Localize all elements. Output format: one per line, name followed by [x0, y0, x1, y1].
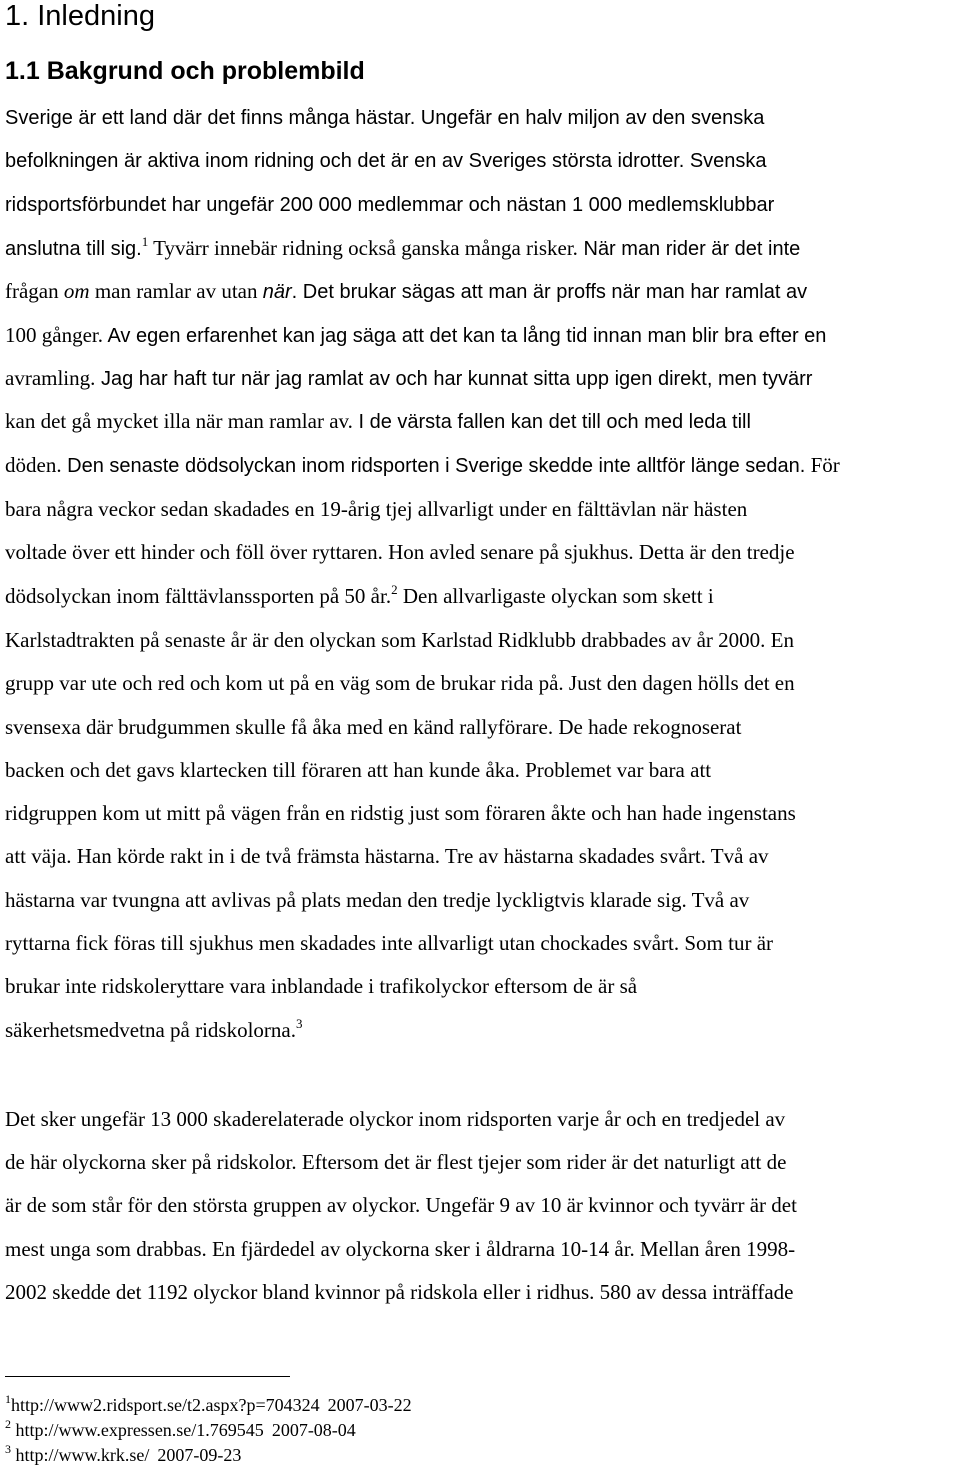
text-line: brukar inte ridskoleryttare vara inblandade i trafikolyckor eftersom de är så	[5, 974, 638, 998]
text-line: Det sker ungefär 13 000 skaderelaterade olyckor inom ridsporten varje år och en tredjedel av	[5, 1107, 786, 1131]
text-line: mest unga som drabbas. En fjärdedel av olyckorna sker i åldrarna 10-14 år. Mellan åren 1998-	[5, 1237, 796, 1261]
text-line: grupp var ute och red och kom ut på en väg som de brukar rida på. Just den dagen hölls det en	[5, 671, 795, 695]
text-line: döden. Den senaste dödsolyckan inom ridsporten i Sverige skedde inte alltför länge sedan. För	[5, 453, 840, 477]
text-line: ryttarna fick föras till sjukhus men skadades inte allvarligt utan chockades svårt. Som tur är	[5, 931, 774, 955]
footnote-3	[5, 1442, 241, 1468]
footnote-date: 2007-09-23	[157, 1445, 242, 1465]
text-line: ridgruppen kom ut mitt på vägen från en ridstig just som föraren åkte och han hade ingenstans	[5, 801, 796, 825]
text-line: voltade över ett hinder och föll över ryttaren. Hon avled senare på sjukhus. Detta är den tredje	[5, 540, 795, 564]
footnote-ref-1[interactable]: 1	[141, 234, 149, 249]
footnote-number: 1	[5, 1392, 11, 1406]
section-heading: 1.1 Bakgrund och problembild	[5, 57, 365, 85]
text-line: frågan om man ramlar av utan när. Det brukar sägas att man är proffs när man har ramlat av	[5, 279, 808, 303]
text-line: anslutna till sig.$^1$ Tyvärr innebär ridning också ganska många risker. När man rider är det inte	[5, 234, 801, 260]
text-line: Sverige är ett land där det finns många hästar. Ungefär en halv miljon av den svenska	[5, 107, 765, 129]
emphasis-om: om	[63, 279, 90, 303]
footnote-2	[5, 1417, 356, 1443]
text-line: de här olyckorna sker på ridskolor. Eftersom det är flest tjejer som rider är det naturligt att de	[5, 1150, 787, 1174]
text-line: ridsportsförbundet har ungefär 200 000 medlemmar och nästan 1 000 medlemsklubbar	[5, 194, 775, 216]
text-line: avramling. Jag har haft tur när jag ramlat av och har kunnat sitta upp igen direkt, men tyvärr	[5, 366, 813, 390]
text-line: kan det gå mycket illa när man ramlar av. I de värsta fallen kan det till och med leda till	[5, 409, 751, 433]
text-line: att väja. Han körde rakt in i de två främsta hästarna. Tre av hästarna skadades svårt. Två av	[5, 844, 769, 868]
footnote-link[interactable]: http://www.krk.se/	[15, 1445, 150, 1465]
footnote-number: 3	[5, 1442, 11, 1456]
emphasis-nar: när	[262, 281, 292, 303]
text-line: dödsolyckan inom fälttävlanssporten på 50 år.$^2$ Den allvarligaste olyckan som skett i	[5, 582, 714, 608]
footnote-date: 2007-03-22	[327, 1395, 412, 1415]
text-line: hästarna var tvungna att avlivas på plats medan den tredje lyckligtvis klarade sig. Två av	[5, 888, 750, 912]
footnote-number: 2	[5, 1417, 11, 1431]
footnote-link[interactable]: http://www.expressen.se/1.769545	[15, 1420, 264, 1440]
chapter-heading: 1. Inledning	[5, 0, 155, 32]
text-line: befolkningen är aktiva inom ridning och det är en av Sveriges största idrotter. Svenska	[5, 150, 767, 172]
text-line: svensexa där brudgummen skulle få åka med en känd rallyförare. De hade rekognoserat	[5, 715, 742, 739]
footnote-1	[5, 1392, 412, 1418]
footnote-ref-2[interactable]: 2	[391, 582, 398, 597]
text-line: backen och det gavs klartecken till föraren att han kunde åka. Problemet var bara att	[5, 758, 712, 782]
text-line: är de som står för den största gruppen av olyckor. Ungefär 9 av 10 är kvinnor och tyvärr är det	[5, 1193, 797, 1217]
footnote-date: 2007-08-04	[271, 1420, 356, 1440]
footnote-ref-3[interactable]: 3	[296, 1016, 303, 1031]
footnote-separator	[5, 1376, 290, 1377]
footnote-link[interactable]: http://www2.ridsport.se/t2.aspx?p=704324	[11, 1395, 320, 1415]
text-line: Karlstadtrakten på senaste år är den olyckan som Karlstad Ridklubb drabbades av år 2000. En	[5, 628, 794, 652]
text-line: säkerhetsmedvetna på ridskolorna.$^3$	[5, 1016, 303, 1042]
text-line: 100 gånger. Av egen erfarenhet kan jag säga att det kan ta lång tid innan man blir bra efter en	[5, 323, 827, 347]
text-line: bara några veckor sedan skadades en 19-årig tjej allvarligt under en fälttävlan när hästen	[5, 497, 748, 521]
text-line: 2002 skedde det 1192 olyckor bland kvinnor på ridskola eller i ridhus. 580 av dessa inträffade	[5, 1280, 794, 1304]
